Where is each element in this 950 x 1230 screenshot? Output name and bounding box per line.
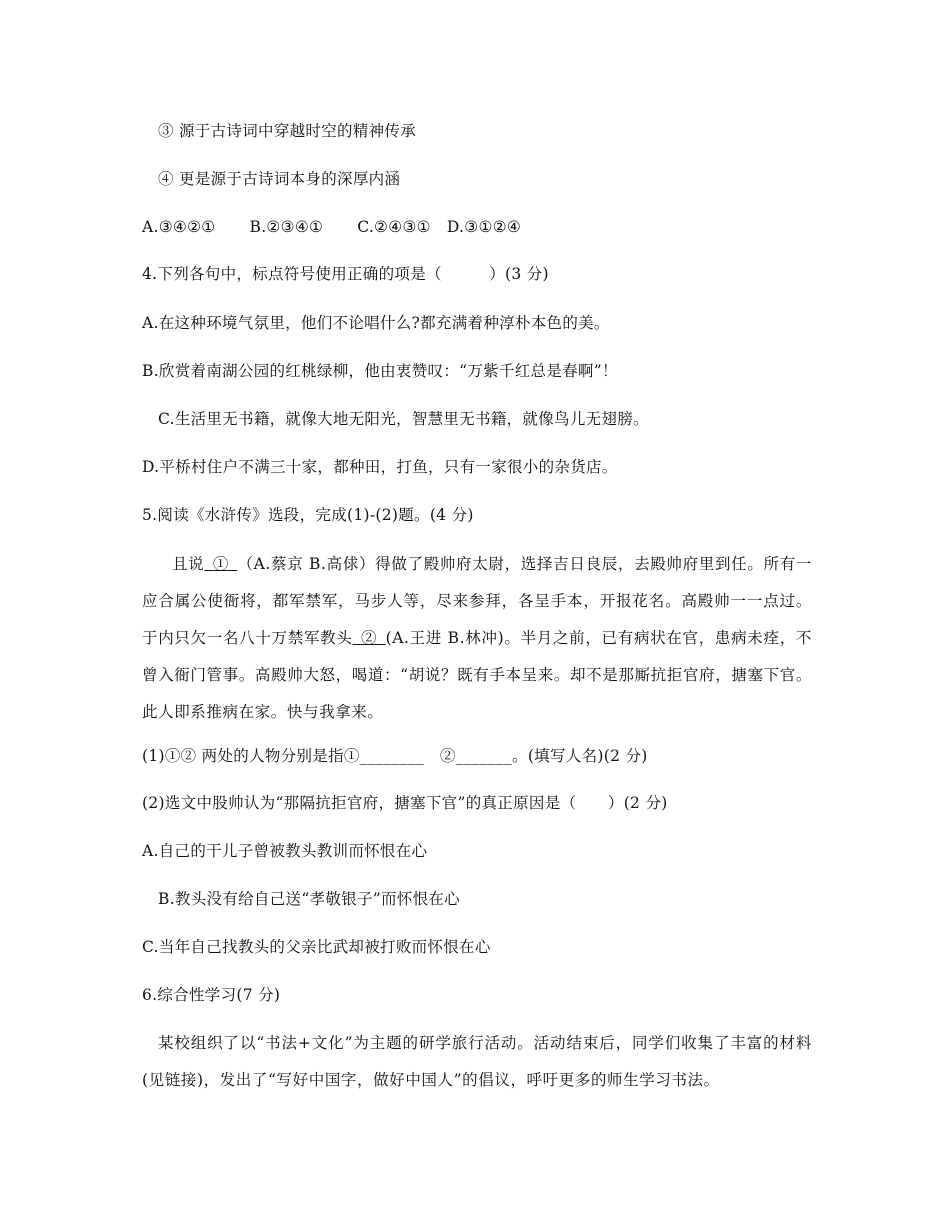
q5-sub-question-1: (1)①② 两处的人物分别是指①________ ②_______。(填写人名)(2 分)	[142, 747, 648, 765]
q4-option-d: D.平桥村住户不满三十家，都种田，打鱼，只有一家很小的杂货店。	[142, 458, 618, 476]
passage-text: 某校组织了以“书法+文化”为主题的研学旅行活动。活动结束后，同学们收集了丰富的材料(见链接)，发出了“写好中国字，做好中国人”的倡议，呼吁更多的师生学习书法。	[142, 1034, 812, 1089]
q5-passage	[142, 546, 812, 731]
q6-passage	[142, 1025, 812, 1099]
blank-2: ②	[360, 629, 378, 647]
q5-stem: 5.阅读《水浒传》选段，完成(1)-(2)题。(4 分)	[142, 506, 474, 524]
passage-text: （A.蔡京 B.高俅）得做了殿帅府太尉，选择吉日良辰，去殿帅府里到任。所有一应合属公使衙将，都军禁军，马步人等，尽来参拜，各呈手本，开报花名。高殿帅一一点过。于内只欠一名八十万禁军教头	[142, 555, 812, 647]
choice-b: B.②③④①	[249, 218, 324, 236]
q3-answer-choices	[142, 216, 521, 238]
q4-option-a: A.在这种环境气氛里，他们不论唱什么?都充满着种淳朴本色的美。	[142, 314, 610, 332]
q4-stem: 4.下列各句中，标点符号使用正确的项是（ ）(3 分)	[142, 265, 549, 283]
choice-a: A.③④②①	[142, 218, 216, 236]
passage-text: 且说	[172, 555, 205, 573]
q6-stem: 6.综合性学习(7 分)	[142, 986, 281, 1004]
q5-sub-question-2: (2)选文中股帅认为“那隔抗拒官府，搪塞下官”的真正原因是（ ）(2 分)	[142, 794, 668, 812]
q3-option-item-3: ③ 源于古诗词中穿越时空的精神传承	[158, 122, 417, 140]
passage-text: (A.王进 B.林冲)。半月之前，已有病状在官，患病未痊，不曾入衙门管事。高殿帅大怒，喝道：“胡说？既有手本呈来。却不是那厮抗拒官府，搪塞下官。此人即系推病在家。快与我拿来。	[142, 629, 812, 721]
q5-option-c: C.当年自己找教头的父亲比武却被打败而怀恨在心	[142, 938, 491, 956]
choice-d: D.③①②④	[446, 218, 522, 236]
q4-option-c: C.生活里无书籍，就像大地无阳光，智慧里无书籍，就像鸟儿无翅膀。	[158, 410, 649, 428]
q5-option-b: B.教头没有给自己送“孝敬银子”而怀恨在心	[158, 890, 460, 908]
blank-1: ①	[212, 555, 229, 573]
q5-option-a: A.自己的干儿子曾被教头教训而怀恨在心	[142, 842, 428, 860]
q3-option-item-4: ④ 更是源于古诗词本身的深厚内涵	[158, 170, 401, 188]
choice-c: C.②④③①	[357, 218, 431, 236]
q4-option-b: B.欣赏着南湖公园的红桃绿柳，他由衷赞叹：“万紫千红总是春啊”！	[142, 362, 618, 380]
